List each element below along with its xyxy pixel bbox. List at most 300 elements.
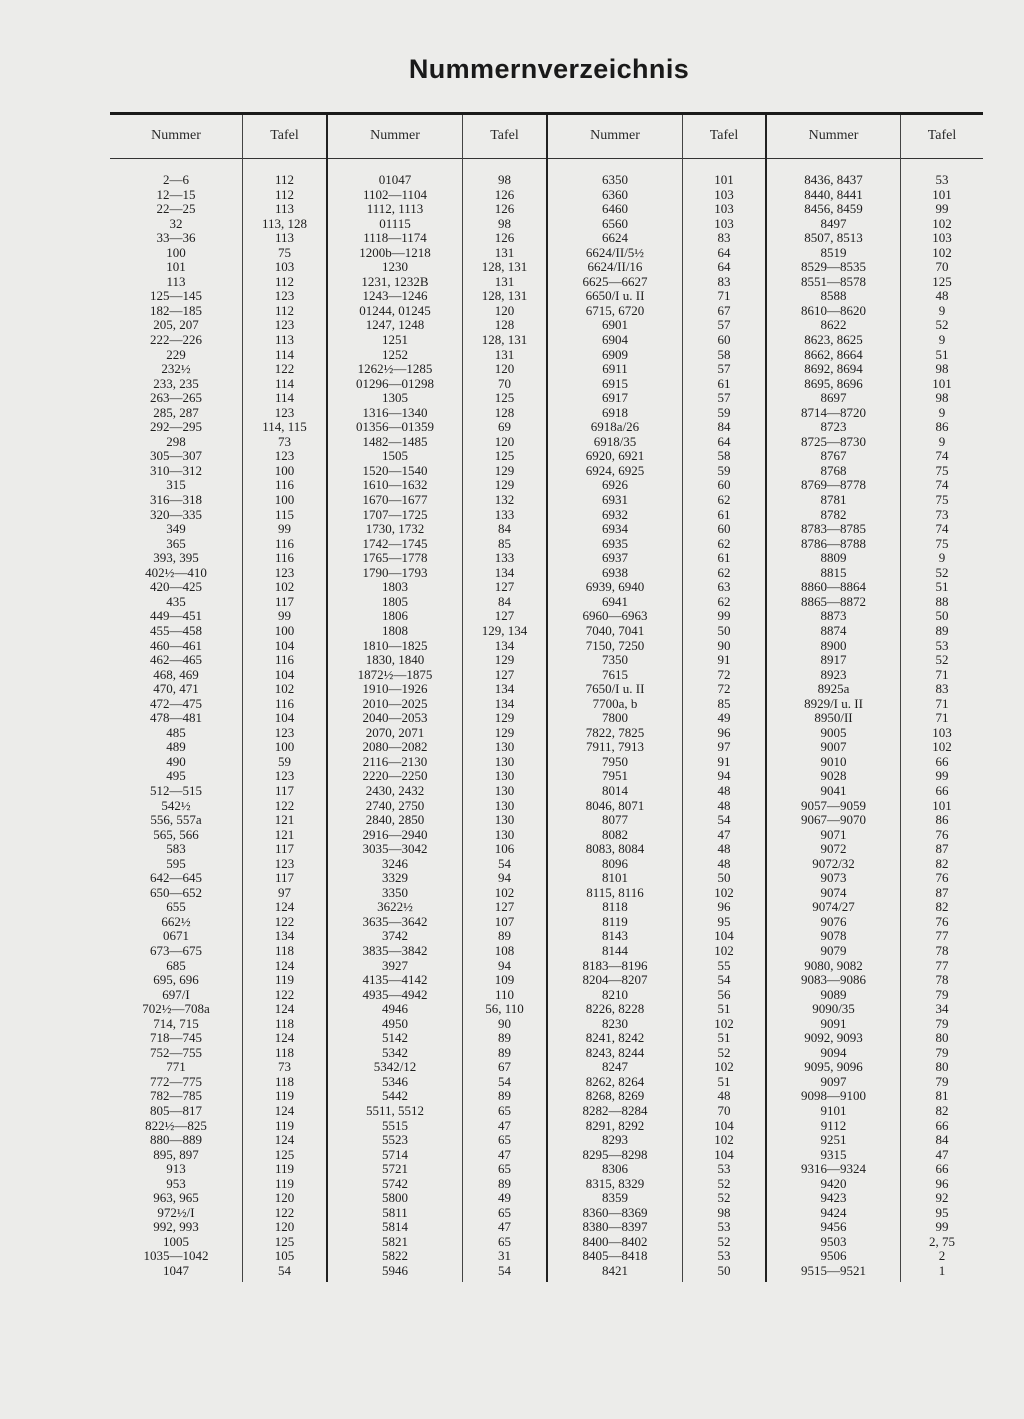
nummer-cell: 7150, 7250 [585,637,645,653]
tafel-cell: 69 [498,419,511,435]
nummer-cell: 8436, 8437 [804,172,863,187]
nummer-cell: 1243—1246 [362,288,428,304]
tafel-cell: 126 [494,201,515,217]
nummer-cell: 3622½ [377,899,413,915]
tafel-cell: 54 [498,1263,511,1279]
tafel-cell: 84 [498,593,511,609]
nummer-cell: 1118—1174 [363,230,427,246]
nummer-cell: 9005 [820,724,847,740]
nummer-cell: 8380—8397 [582,1219,648,1235]
tafel-cell: 82 [935,1103,949,1118]
nummer-cell: 8315, 8329 [585,1175,645,1191]
nummer-cell: 6935 [602,535,628,551]
tafel-cell: 79 [935,1044,949,1060]
tafel-cell: 102 [274,681,295,697]
tafel-cell: 52 [935,564,949,580]
tafel-cell: 56 [717,986,731,1002]
nummer-cell: 4935—4942 [362,986,428,1002]
nummer-cell: 8143 [602,928,628,944]
tafel-cell: 124 [274,1030,295,1046]
nummer-cell: 182—185 [150,302,202,318]
nummer-cell: 01296—01298 [356,375,434,391]
tafel-cell: 119 [274,972,295,988]
nummer-cell: 1808 [382,622,408,638]
nummer-cell: 8507, 8513 [804,230,863,246]
tafel-cell: 31 [498,1248,511,1264]
tafel-cell: 99 [935,201,949,217]
nummer-cell: 5342 [382,1044,408,1060]
nummer-cell: 8014 [602,782,628,798]
nummer-cell: 2740, 2750 [365,797,425,813]
nummer-cell: 8873 [820,608,847,624]
nummer-cell: 6924, 6925 [585,462,645,478]
nummer-cell: 8865—8872 [801,593,866,609]
tafel-cell: 50 [935,608,949,624]
tafel-cell: 130 [494,782,515,798]
tafel-cell: 61 [717,375,731,391]
tafel-cell: 9 [938,302,946,318]
nummer-cell: 1670—1677 [362,492,428,508]
nummer-cell: 1790—1793 [362,564,428,580]
tafel-cell: 118 [274,942,295,958]
nummer-cell: 489 [166,739,186,755]
tafel-cell: 75 [278,244,291,260]
tafel-cell: 95 [935,1204,949,1220]
nummer-cell: 772—775 [150,1073,202,1089]
header-tafel: Tafel [709,128,739,143]
nummer-cell: 7615 [602,666,628,682]
tafel-cell: 129 [494,710,515,726]
tafel-cell: 129 [494,724,515,740]
tafel-cell: 71 [935,666,949,682]
tafel-cell: 52 [935,317,949,333]
nummer-cell: 5714 [382,1146,408,1162]
tafel-cell: 51 [935,346,949,362]
tafel-cell: 134 [494,695,515,711]
nummer-cell: 01356—01359 [356,419,434,435]
nummer-cell: 233, 235 [153,375,199,391]
nummer-cell: 468, 469 [153,666,199,682]
tafel-cell: 131 [494,346,515,362]
nummer-cell: 229 [166,346,186,362]
tafel-cell: 86 [935,812,949,828]
tafel-cell: 104 [274,666,295,682]
tafel-cell: 124 [274,1001,295,1017]
tafel-cell: 76 [935,826,949,842]
tafel-cell: 103 [274,259,295,275]
nummer-cell: 1262½—1285 [357,361,433,377]
nummer-cell: 4135—4142 [362,972,428,988]
tafel-cell: 72 [717,681,731,697]
tafel-cell: 126 [494,230,515,246]
nummer-cell: 9090/35 [812,1001,855,1017]
tafel-cell: 130 [494,812,515,828]
tafel-cell: 110 [494,986,515,1002]
tafel-cell: 100 [274,462,295,478]
nummer-cell: 972½/I [157,1204,195,1220]
tafel-cell: 134 [494,564,515,580]
nummer-cell: 771 [166,1059,186,1075]
nummer-cell: 7350 [602,652,628,668]
nummer-cell: 1830, 1840 [365,652,425,668]
nummer-cell: 6624/II/5½ [585,244,645,260]
nummer-cell: 9071 [820,826,847,842]
nummer-cell: 9112 [820,1117,847,1133]
nummer-cell: 655 [166,899,186,915]
tafel-cell: 130 [494,753,515,769]
nummer-cell: 298 [166,433,186,449]
tafel-cell: 70 [717,1103,731,1118]
tafel-cell: 104 [714,1146,734,1162]
tafel-cell: 102 [714,1132,734,1148]
nummer-cell: 7911, 7913 [585,739,645,755]
tafel-cell: 121 [274,812,295,828]
nummer-cell: 8519 [820,244,847,260]
tafel-cell: 97 [717,739,731,755]
nummer-cell: 595 [166,855,186,871]
nummer-cell: 3350 [382,884,408,900]
nummer-cell: 880—889 [150,1132,202,1148]
tafel-cell: 98 [717,1204,731,1220]
nummer-cell: 1730, 1732 [365,521,425,537]
nummer-cell: 8900 [820,637,847,653]
tafel-cell: 124 [274,1132,295,1148]
tafel-cell: 49 [498,1190,511,1206]
tafel-cell: 91 [717,753,731,769]
nummer-cell: 5800 [382,1190,408,1206]
nummer-cell: 8622 [820,317,847,333]
tafel-cell: 100 [274,492,295,508]
nummer-cell: 393, 395 [153,550,199,566]
nummer-cell: 8243, 8244 [585,1044,645,1060]
tafel-cell: 132 [494,492,515,508]
tafel-cell: 73 [935,506,949,522]
tafel-cell: 116 [274,695,295,711]
tafel-cell: 113 [274,332,295,348]
tafel-cell: 117 [274,841,295,857]
nummer-cell: 8118 [602,899,628,915]
tafel-cell: 102 [932,244,952,260]
nummer-cell: 8768 [820,462,847,478]
tafel-cell: 51 [717,1073,731,1089]
nummer-cell: 8623, 8625 [804,332,863,348]
nummer-cell: 8400—8402 [582,1233,648,1249]
nummer-cell: 913 [166,1161,186,1177]
nummer-cell: 1806 [382,608,408,624]
nummer-cell: 1765—1778 [362,550,428,566]
nummer-cell: 8295—8298 [582,1146,648,1162]
tafel-cell: 52 [717,1190,731,1206]
nummer-cell: 8714—8720 [801,404,866,420]
nummer-cell: 316—318 [150,492,202,508]
tafel-column [463,173,546,1279]
tafel-cell: 122 [274,913,295,929]
nummer-cell: 2080—2082 [362,739,428,755]
nummer-cell: 8860—8864 [801,579,866,595]
tafel-column [683,173,765,1279]
tafel-cell: 90 [717,637,731,653]
tafel-cell: 53 [935,637,949,653]
tafel-cell: 98 [498,215,511,231]
nummer-cell: 01047 [378,172,412,187]
tafel-cell: 96 [717,724,731,740]
tafel-cell: 49 [717,710,731,726]
nummer-cell: 6932 [602,506,628,522]
tafel-cell: 48 [717,797,731,813]
nummer-cell: 7700a, b [592,695,638,711]
tafel-cell: 51 [717,1030,731,1046]
nummer-cell: 6715, 6720 [585,302,645,318]
tafel-cell: 117 [274,870,295,886]
tafel-cell: 78 [935,942,949,958]
nummer-cell: 2040—2053 [362,710,428,726]
nummer-cell: 9057—9059 [801,797,866,813]
tafel-cell: 60 [717,332,731,348]
nummer-cell: 3927 [382,957,408,973]
tafel-cell: 130 [494,797,515,813]
tafel-cell: 102 [494,884,515,900]
nummer-cell: 9456 [820,1219,847,1235]
nummer-cell: 485 [166,724,186,740]
nummer-cell: 478—481 [150,710,202,726]
tafel-cell: 127 [494,899,515,915]
tafel-cell: 47 [717,826,731,842]
tafel-cell: 120 [494,433,515,449]
nummer-cell: 2430, 2432 [365,782,425,798]
nummer-cell: 9092, 9093 [804,1030,863,1046]
nummer-cell: 718—745 [150,1030,202,1046]
tafel-cell: 107 [494,913,515,929]
tafel-cell: 119 [274,1117,295,1133]
tafel-cell: 82 [935,899,949,915]
nummer-cell: 8268, 8269 [585,1088,645,1104]
tafel-cell: 65 [498,1204,511,1220]
tafel-cell: 48 [935,288,949,304]
nummer-cell: 963, 965 [153,1190,199,1206]
tafel-cell: 9 [938,332,946,348]
tafel-cell: 77 [935,957,949,973]
nummer-cell: 2010—2025 [362,695,428,711]
tafel-cell: 52 [717,1044,731,1060]
tafel-cell: 118 [274,1015,295,1031]
nummer-cell: 5946 [382,1263,408,1279]
nummer-cell: 1112, 1113 [366,201,424,217]
tafel-cell: 128, 131 [481,332,528,348]
tafel-cell: 94 [498,957,511,973]
tafel-cell: 47 [935,1146,949,1162]
tafel-cell: 133 [494,550,515,566]
nummer-cell: 9041 [820,782,847,798]
nummer-cell: 8767 [820,448,847,464]
nummer-cell: 542½ [161,797,191,813]
tafel-cell: 54 [498,855,511,871]
tafel-cell: 54 [498,1073,511,1089]
tafel-cell: 83 [935,681,949,697]
nummer-cell: 1742—1745 [362,535,428,551]
nummer-cell: 420—425 [150,579,202,595]
nummer-cell: 2—6 [163,172,189,187]
tafel-cell: 120 [274,1190,295,1206]
tafel-cell: 129 [494,477,515,493]
nummer-cell: 6918 [602,404,628,420]
tafel-cell: 127 [494,579,515,595]
nummer-cell: 6918a/26 [590,419,640,435]
nummer-cell: 1520—1540 [362,462,428,478]
tafel-cell: 70 [498,375,511,391]
nummer-cell: 7951 [602,768,628,784]
tafel-cell: 123 [274,768,295,784]
tafel-cell: 85 [717,695,731,711]
tafel-cell: 63 [717,579,731,595]
nummer-cell: 1810—1825 [362,637,428,653]
nummer-cell: 8144 [602,942,628,958]
nummer-cell: 8247 [602,1059,628,1075]
tafel-cell: 120 [494,361,515,377]
tafel-cell: 98 [935,390,949,406]
nummer-cell: 7800 [602,710,628,726]
tafel-cell: 116 [274,535,295,551]
nummer-cell: 2116—2130 [362,753,428,769]
tafel-cell: 51 [717,1001,731,1017]
nummer-column [110,173,242,1279]
tafel-cell: 102 [714,1059,734,1075]
tafel-cell: 2 [938,1248,946,1264]
tafel-cell: 125 [274,1146,295,1162]
nummer-cell: 9076 [820,913,847,929]
tafel-cell: 103 [714,186,734,202]
nummer-cell: 495 [166,768,186,784]
tafel-cell: 54 [278,1263,291,1279]
nummer-cell: 6625—6627 [582,273,648,289]
tafel-cell: 131 [494,244,515,260]
tafel-cell: 122 [274,361,295,377]
nummer-cell: 8588 [820,288,847,304]
tafel-cell: 47 [498,1146,511,1162]
tafel-cell: 61 [717,550,731,566]
tafel-cell: 123 [274,724,295,740]
nummer-cell: 9072 [820,841,847,857]
nummer-cell: 3835—3842 [362,942,428,958]
tafel-cell: 89 [498,1088,511,1104]
nummer-cell: 470, 471 [153,681,199,697]
tafel-cell: 9 [938,433,946,449]
nummer-cell: 8241, 8242 [585,1030,645,1046]
tafel-cell: 104 [714,1117,734,1133]
tafel-cell: 71 [935,710,949,726]
tafel-cell: 98 [935,361,949,377]
tafel-cell: 108 [494,942,515,958]
nummer-cell: 205, 207 [153,317,199,333]
tafel-cell: 62 [717,492,731,508]
tafel-cell: 52 [717,1233,731,1249]
nummer-cell: 292—295 [150,419,202,435]
tafel-cell: 120 [494,302,515,318]
tafel-cell: 122 [274,1204,295,1220]
nummer-cell: 2070, 2071 [365,724,425,740]
nummer-cell: 22—25 [156,201,196,217]
nummer-cell: 7950 [602,753,628,769]
nummer-cell: 8950/II [814,710,853,726]
tafel-cell: 117 [274,593,295,609]
header-nummer: Nummer [590,128,640,143]
nummer-cell: 315 [166,477,186,493]
nummer-cell: 702½—708a [142,1001,210,1017]
nummer-cell: 2220—2250 [362,768,428,784]
tafel-cell: 85 [498,535,511,551]
nummer-cell: 5142 [382,1030,408,1046]
nummer-cell: 642—645 [150,870,202,886]
nummer-cell: 100 [166,244,186,260]
tafel-cell: 103 [932,230,952,246]
nummer-cell: 8359 [602,1190,628,1206]
tafel-cell: 84 [498,521,511,537]
nummer-cell: 12—15 [156,186,196,202]
tafel-cell: 79 [935,1073,949,1089]
nummer-cell: 9078 [820,928,847,944]
nummer-cell: 8529—8535 [801,259,866,275]
tafel-cell: 116 [274,550,295,566]
nummer-cell: 9074 [820,884,847,900]
tafel-cell: 134 [494,681,515,697]
tafel-cell: 118 [274,1073,295,1089]
tafel-cell: 67 [498,1059,511,1075]
tafel-cell: 53 [717,1219,731,1235]
nummer-cell: 8077 [602,812,628,828]
nummer-cell: 8815 [820,564,847,580]
nummer-cell: 8115, 8116 [586,884,644,900]
tafel-cell: 64 [717,259,731,275]
nummer-cell: 8786—8788 [801,535,866,551]
nummer-cell: 8306 [602,1161,628,1177]
tafel-cell: 129 [494,652,515,668]
tafel-cell: 82 [935,855,949,871]
nummer-cell: 1482—1485 [362,433,428,449]
nummer-cell: 3742 [382,928,408,944]
tafel-cell: 123 [274,404,295,420]
nummer-cell: 462—465 [150,652,202,668]
tafel-cell: 119 [274,1175,295,1191]
tafel-cell: 128, 131 [481,259,528,275]
nummer-cell: 9420 [820,1175,847,1191]
nummer-cell: 8723 [820,419,847,435]
nummer-cell: 9316—9324 [801,1161,866,1177]
tafel-cell: 124 [274,1103,295,1118]
nummer-cell: 1805 [382,593,408,609]
nummer-cell: 9010 [820,753,847,769]
tafel-cell: 80 [935,1059,949,1075]
tafel-cell: 116 [274,477,295,493]
tafel-cell: 34 [935,1001,949,1017]
tafel-cell: 125 [932,273,952,289]
tafel-cell: 54 [717,972,731,988]
nummer-cell: 449—451 [150,608,202,624]
tafel-cell: 48 [717,841,731,857]
tafel-cell: 105 [274,1248,295,1264]
tafel-cell: 75 [935,535,949,551]
tafel-cell: 109 [494,972,515,988]
tafel-cell: 71 [935,695,949,711]
tafel-cell: 99 [935,768,949,784]
nummer-cell: 5822 [382,1248,408,1264]
tafel-cell: 74 [935,521,949,537]
nummer-cell: 8262, 8264 [585,1073,645,1089]
tafel-cell: 87 [935,884,949,900]
tafel-cell: 65 [498,1103,511,1118]
tafel-cell: 124 [274,957,295,973]
nummer-cell: 8923 [820,666,847,682]
tafel-cell: 54 [717,812,731,828]
nummer-cell: 8440, 8441 [804,186,863,202]
